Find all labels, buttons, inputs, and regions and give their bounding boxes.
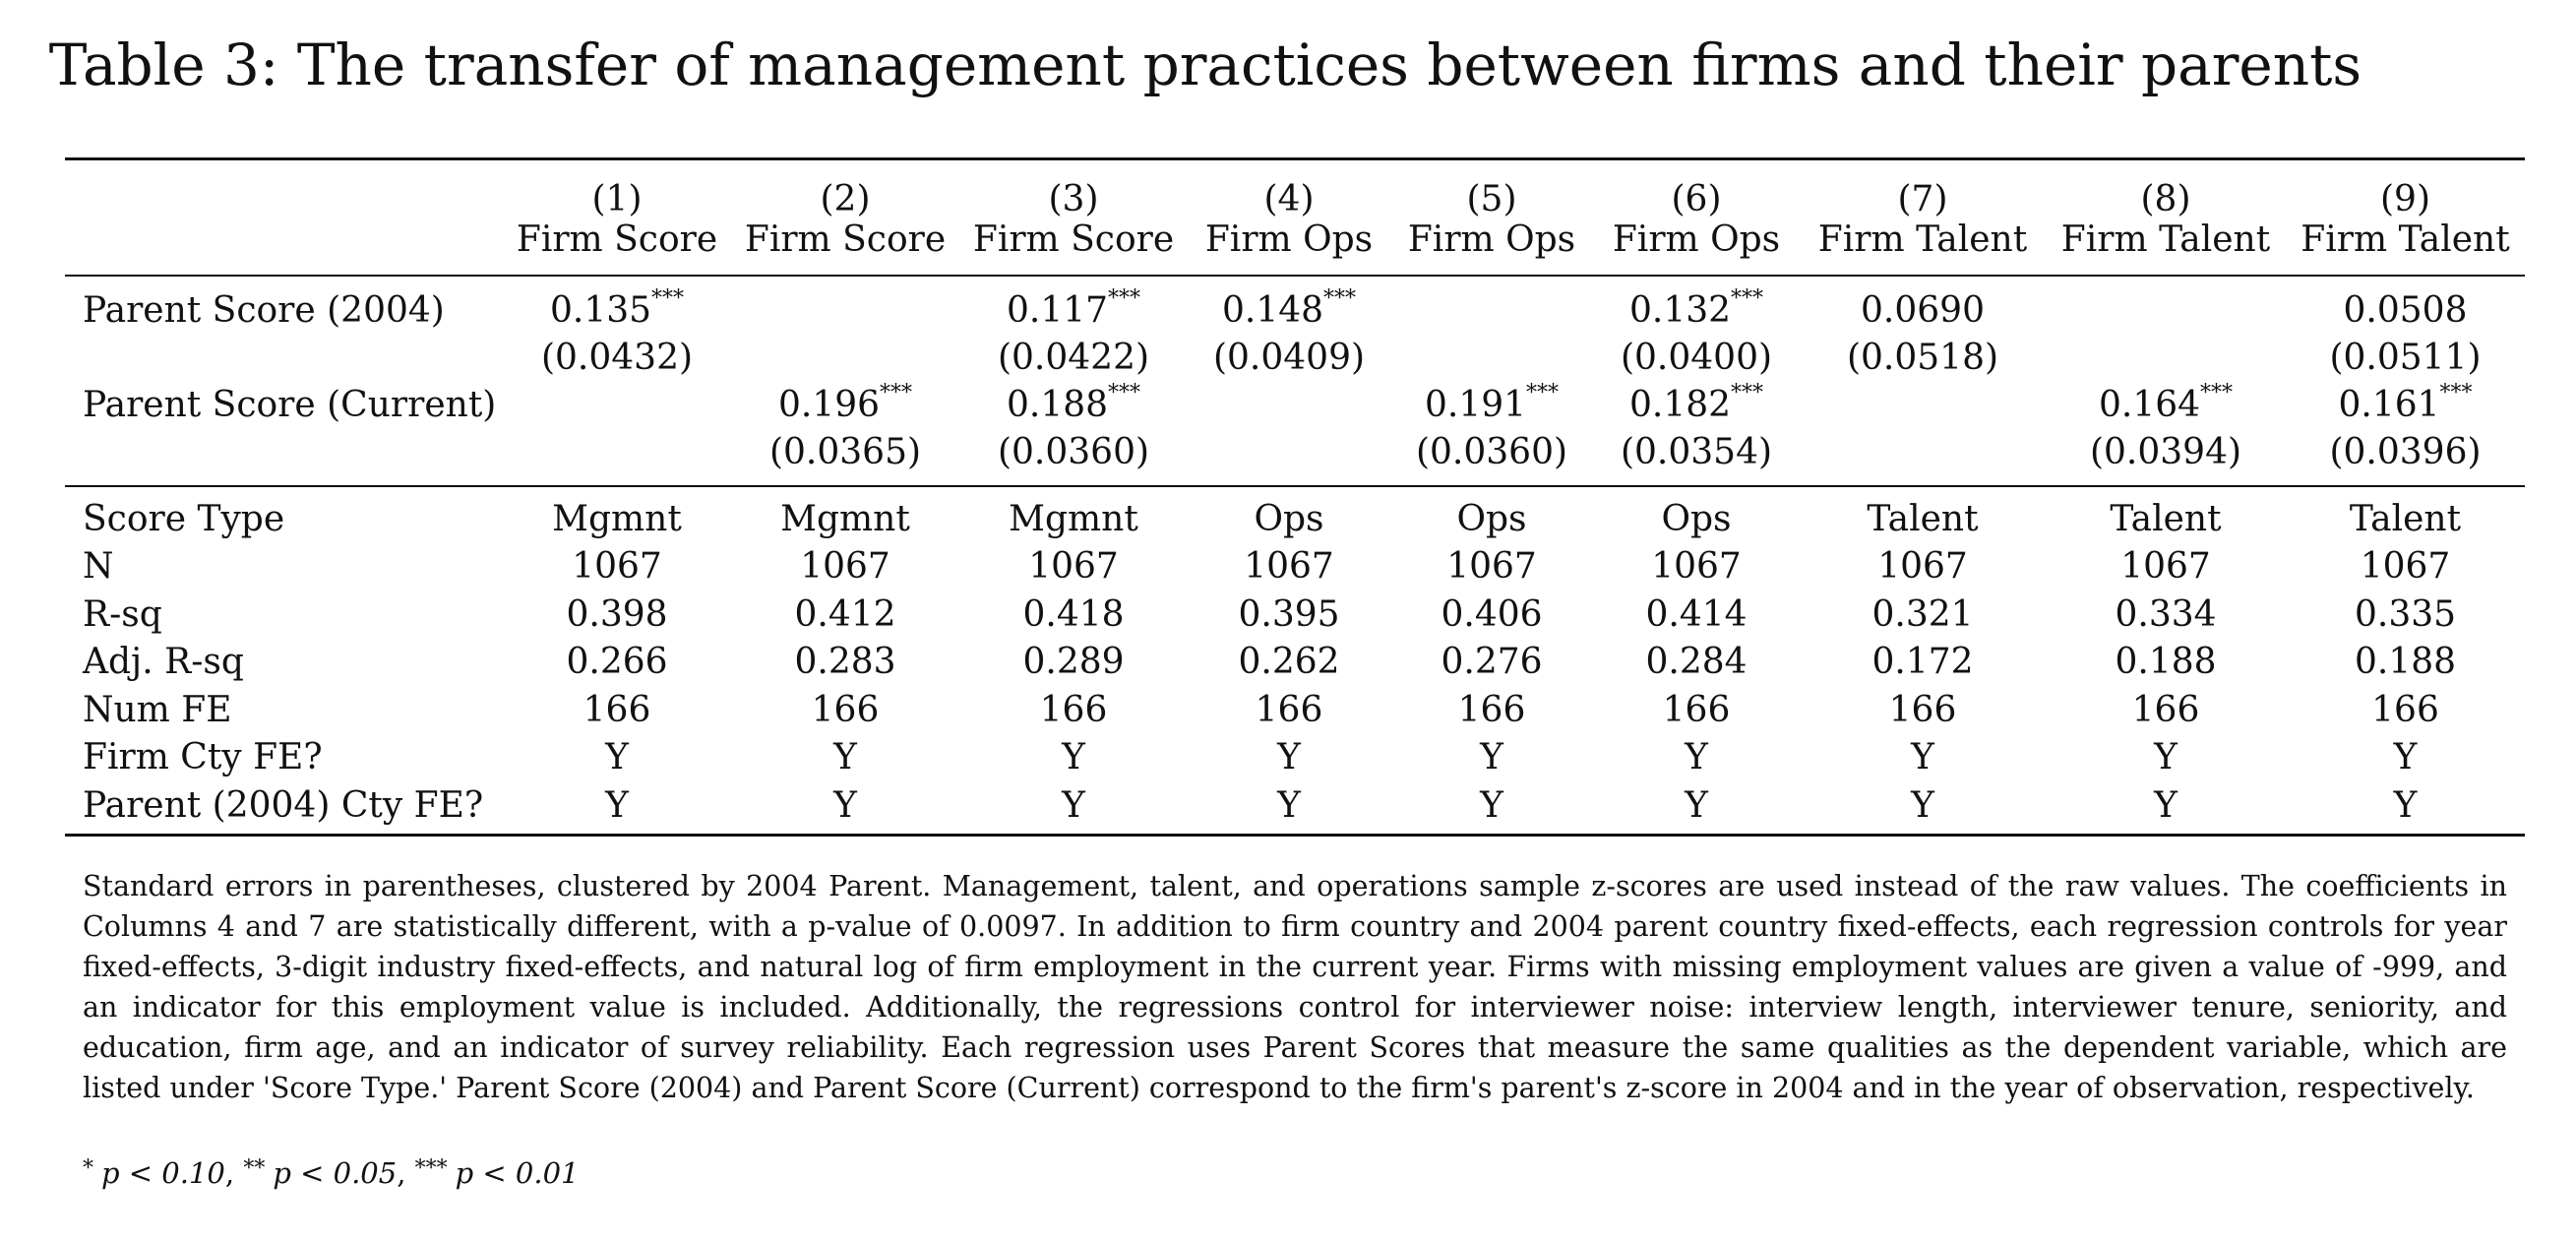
- statistic-value: Y: [731, 781, 959, 835]
- statistic-value: 1067: [2120, 546, 2211, 588]
- std-error-cell: [1800, 428, 2046, 486]
- coefficient-panel: [65, 276, 2525, 486]
- std-error-cell: (0.0511): [2329, 337, 2482, 378]
- table-title: Table 3: The transfer of management practices between firms and their parents: [48, 31, 2362, 98]
- coefficient-cell: [2286, 381, 2525, 428]
- coefficient-value: 0.196: [777, 384, 881, 425]
- statistic-value: 166: [1457, 689, 1526, 730]
- table-header: [65, 159, 2525, 277]
- statistic-row: [65, 639, 2525, 687]
- legend-separator: ,: [397, 1156, 415, 1190]
- significance-stars: ***: [1526, 380, 1560, 405]
- statistic-value: Ops: [1254, 498, 1324, 539]
- column-name: Firm Ops: [1188, 219, 1390, 276]
- statistic-label: Num FE: [83, 689, 232, 730]
- statistic-value: 166: [811, 689, 880, 730]
- column-name: Firm Score: [731, 219, 959, 276]
- std-error-cell: (0.0394): [2046, 428, 2286, 486]
- coefficient-cell: [1188, 276, 1390, 334]
- column-number: (4): [1188, 159, 1390, 220]
- std-error-row: [65, 334, 2525, 381]
- statistic-label: Firm Cty FE?: [83, 737, 323, 778]
- table-notes: [83, 866, 2507, 1108]
- statistic-value: 1067: [1244, 546, 1334, 588]
- statistic-value: 1067: [1446, 546, 1537, 588]
- statistic-value: Y: [2154, 737, 2177, 778]
- statistic-value: Y: [1480, 737, 1503, 778]
- coefficient-cell: [2046, 381, 2286, 428]
- std-error-cell: (0.0432): [540, 337, 694, 378]
- coefficient-cell: [503, 276, 731, 334]
- significance-stars: ***: [1731, 380, 1764, 405]
- statistic-label: Parent (2004) Cty FE?: [65, 781, 503, 835]
- statistic-value: 0.266: [566, 642, 668, 683]
- column-number: (1): [503, 159, 731, 220]
- coefficient-value: 0.0690: [1861, 289, 1985, 331]
- std-error-cell: (0.0518): [1846, 337, 1999, 378]
- coefficient-cell: [731, 276, 959, 334]
- significance-stars: ***: [651, 285, 685, 311]
- column-number: (9): [2286, 159, 2525, 220]
- std-error-cell: [731, 334, 959, 381]
- coefficient-value: 0.161: [2338, 384, 2440, 425]
- column-number: (6): [1593, 159, 1800, 220]
- std-error-cell: (0.0396): [2286, 428, 2525, 486]
- statistic-value: 0.334: [2115, 593, 2217, 635]
- coefficient-value: 0.148: [1221, 289, 1324, 331]
- legend-threshold: p < 0.05: [273, 1156, 398, 1190]
- column-name: Firm Talent: [2286, 219, 2525, 276]
- statistic-value: Ops: [1661, 498, 1732, 539]
- std-error-cell: [1390, 334, 1593, 381]
- statistic-value: Y: [2286, 781, 2525, 835]
- regression-table: [65, 157, 2525, 837]
- statistic-value: Y: [959, 781, 1188, 835]
- coefficient-cell: [2286, 276, 2525, 334]
- significance-stars: ***: [1323, 285, 1357, 311]
- statistic-value: Y: [1390, 781, 1593, 835]
- statistic-value: 0.289: [1022, 642, 1125, 683]
- column-name: Firm Ops: [1390, 219, 1593, 276]
- std-error-cell: (0.0360): [959, 428, 1188, 486]
- column-name: Firm Score: [503, 219, 731, 276]
- statistic-label: Adj. R-sq: [83, 642, 244, 683]
- coefficient-cell: [1390, 381, 1593, 428]
- blank-cell: [65, 428, 503, 486]
- significance-item: [83, 1156, 225, 1190]
- column-number: (3): [959, 159, 1188, 220]
- statistic-value: Y: [2046, 781, 2286, 835]
- std-error-cell: [503, 428, 731, 486]
- statistic-value: 0.321: [1871, 593, 1974, 635]
- statistic-value: Y: [1593, 781, 1800, 835]
- column-name: Firm Talent: [1800, 219, 2046, 276]
- legend-stars: *: [83, 1156, 93, 1181]
- std-error-cell: [1188, 428, 1390, 486]
- legend-stars: **: [243, 1156, 266, 1181]
- statistic-value: 166: [2131, 689, 2200, 730]
- coefficient-cell: [1188, 381, 1390, 428]
- coefficient-cell: [1390, 276, 1593, 334]
- legend-threshold: p < 0.10: [101, 1156, 225, 1190]
- coefficient-cell: [1593, 276, 1800, 334]
- statistic-value: 0.418: [1022, 593, 1125, 635]
- column-number: (7): [1800, 159, 2046, 220]
- std-error-cell: (0.0354): [1593, 428, 1800, 486]
- column-name: Firm Ops: [1593, 219, 1800, 276]
- statistic-value: Y: [1685, 737, 1708, 778]
- statistic-value: 0.188: [2354, 642, 2457, 683]
- coefficient-cell: [2046, 276, 2286, 334]
- coefficient-cell: [1593, 381, 1800, 428]
- significance-stars: ***: [1108, 380, 1141, 405]
- statistic-value: Y: [1277, 737, 1301, 778]
- statistic-row: [65, 543, 2525, 591]
- coefficient-cell: [1800, 276, 2046, 334]
- coefficient-row: [65, 381, 2525, 428]
- significance-legend: [83, 1153, 580, 1193]
- significance-stars: ***: [2439, 380, 2473, 405]
- blank-cell: [65, 334, 503, 381]
- coefficient-cell: [1800, 381, 2046, 428]
- variable-label: Parent Score (2004): [83, 289, 445, 331]
- statistic-value: Y: [833, 737, 857, 778]
- coefficient-value: 0.117: [1006, 289, 1109, 331]
- statistic-value: 0.335: [2354, 593, 2457, 635]
- statistic-value: Mgmnt: [1009, 498, 1138, 539]
- statistic-value: Y: [1062, 737, 1085, 778]
- statistic-value: 1067: [2360, 546, 2451, 588]
- significance-item: [415, 1156, 580, 1190]
- statistic-value: 0.398: [566, 593, 668, 635]
- header-blank-cell: [65, 219, 503, 276]
- header-blank-cell: [65, 159, 503, 220]
- statistic-value: 166: [2371, 689, 2439, 730]
- legend-threshold: p < 0.01: [455, 1156, 580, 1190]
- std-error-cell: (0.0409): [1212, 337, 1366, 378]
- column-name: Firm Score: [959, 219, 1188, 276]
- statistic-row: [65, 734, 2525, 782]
- legend-stars: ***: [414, 1156, 448, 1181]
- statistic-value: 0.172: [1871, 642, 1974, 683]
- statistic-label: Score Type: [83, 498, 285, 539]
- significance-stars: ***: [1731, 285, 1764, 311]
- statistic-value: 0.414: [1645, 593, 1748, 635]
- column-name: Firm Talent: [2046, 219, 2286, 276]
- coefficient-row: [65, 276, 2525, 334]
- statistic-value: 1067: [1651, 546, 1742, 588]
- column-number: (8): [2046, 159, 2286, 220]
- coefficient-value: 0.191: [1424, 384, 1527, 425]
- significance-stars: ***: [1108, 285, 1141, 311]
- statistic-value: Talent: [2110, 498, 2222, 539]
- statistic-value: 1067: [800, 546, 890, 588]
- notes-text: Standard errors in parentheses, clustered by 2004 Parent. Management, talent, and operations sample z-scores are used instead of the raw values. The coefficients in Columns 4 and 7 are statistically different, with a p-value of 0.0097. In addition to firm country and 2004 parent country fixed-effects, each regression controls for year fixed-effects, 3-digit industry fixed-effects, and natural log of firm employment in the current year. Firms with missing employment values are given a value of -999, and an indicator for this employment value is included. Additionally, the regressions control for interviewer noise: interview length, interviewer tenure, seniority, and education, firm age, and an indicator of survey reliability. Each regression uses Parent Scores that measure the same qualities as the dependent variable, which are listed under 'Score Type.' Parent Score (2004) and Parent Score (Current) correspond to the firm's parent's z-score in 2004 and in the year of observation, respectively.: [83, 870, 2507, 1104]
- coefficient-cell: [503, 381, 731, 428]
- significance-item: [243, 1156, 397, 1190]
- statistic-row: [65, 686, 2525, 734]
- column-number: (2): [731, 159, 959, 220]
- statistic-value: Talent: [1867, 498, 1979, 539]
- significance-stars: ***: [2200, 380, 2234, 405]
- statistic-value: 0.188: [2115, 642, 2217, 683]
- std-error-cell: [2046, 334, 2286, 381]
- statistic-value: Y: [503, 781, 731, 835]
- statistic-value: 166: [1039, 689, 1108, 730]
- statistic-value: Y: [2393, 737, 2418, 778]
- statistic-row: [65, 590, 2525, 639]
- coefficient-value: 0.182: [1628, 384, 1732, 425]
- coefficient-value: 0.135: [549, 289, 652, 331]
- coefficient-cell: [959, 276, 1188, 334]
- significance-stars: ***: [880, 380, 913, 405]
- statistic-value: 1067: [1877, 546, 1968, 588]
- coefficient-value: 0.188: [1006, 384, 1109, 425]
- statistic-value: Mgmnt: [552, 498, 682, 539]
- statistics-panel: [65, 486, 2525, 835]
- statistic-value: 0.395: [1238, 593, 1340, 635]
- statistic-value: 166: [583, 689, 651, 730]
- coefficient-value: 0.164: [2098, 384, 2201, 425]
- statistic-value: 166: [1662, 689, 1731, 730]
- statistic-label: N: [83, 546, 114, 588]
- statistic-value: 1067: [572, 546, 662, 588]
- column-number: (5): [1390, 159, 1593, 220]
- statistic-value: Y: [1188, 781, 1390, 835]
- statistic-label: R-sq: [83, 593, 162, 635]
- statistic-value: 0.276: [1441, 642, 1543, 683]
- statistic-value: Y: [605, 737, 629, 778]
- statistic-value: Y: [1800, 781, 2046, 835]
- variable-label: Parent Score (Current): [83, 384, 497, 425]
- statistic-value: 0.283: [794, 642, 896, 683]
- legend-separator: ,: [224, 1156, 244, 1190]
- statistic-value: 166: [1888, 689, 1957, 730]
- std-error-row: [65, 428, 2525, 486]
- statistic-value: Mgmnt: [780, 498, 910, 539]
- statistic-value: 0.406: [1441, 593, 1543, 635]
- coefficient-value: 0.0508: [2343, 289, 2468, 331]
- std-error-cell: (0.0360): [1390, 428, 1593, 486]
- statistic-value: 0.262: [1238, 642, 1340, 683]
- statistic-value: Talent: [2349, 498, 2462, 539]
- std-error-cell: (0.0422): [997, 337, 1150, 378]
- coefficient-value: 0.132: [1628, 289, 1732, 331]
- coefficient-cell: [731, 381, 959, 428]
- std-error-cell: (0.0365): [731, 428, 959, 486]
- statistic-value: Y: [1911, 737, 1934, 778]
- statistic-value: Ops: [1456, 498, 1527, 539]
- statistic-value: 0.284: [1645, 642, 1748, 683]
- statistic-value: 1067: [1028, 546, 1119, 588]
- statistic-row: [65, 486, 2525, 543]
- statistic-value: 0.412: [794, 593, 896, 635]
- statistic-value: 166: [1255, 689, 1323, 730]
- coefficient-cell: [959, 381, 1188, 428]
- statistic-row: [65, 781, 2525, 835]
- std-error-cell: (0.0400): [1620, 337, 1773, 378]
